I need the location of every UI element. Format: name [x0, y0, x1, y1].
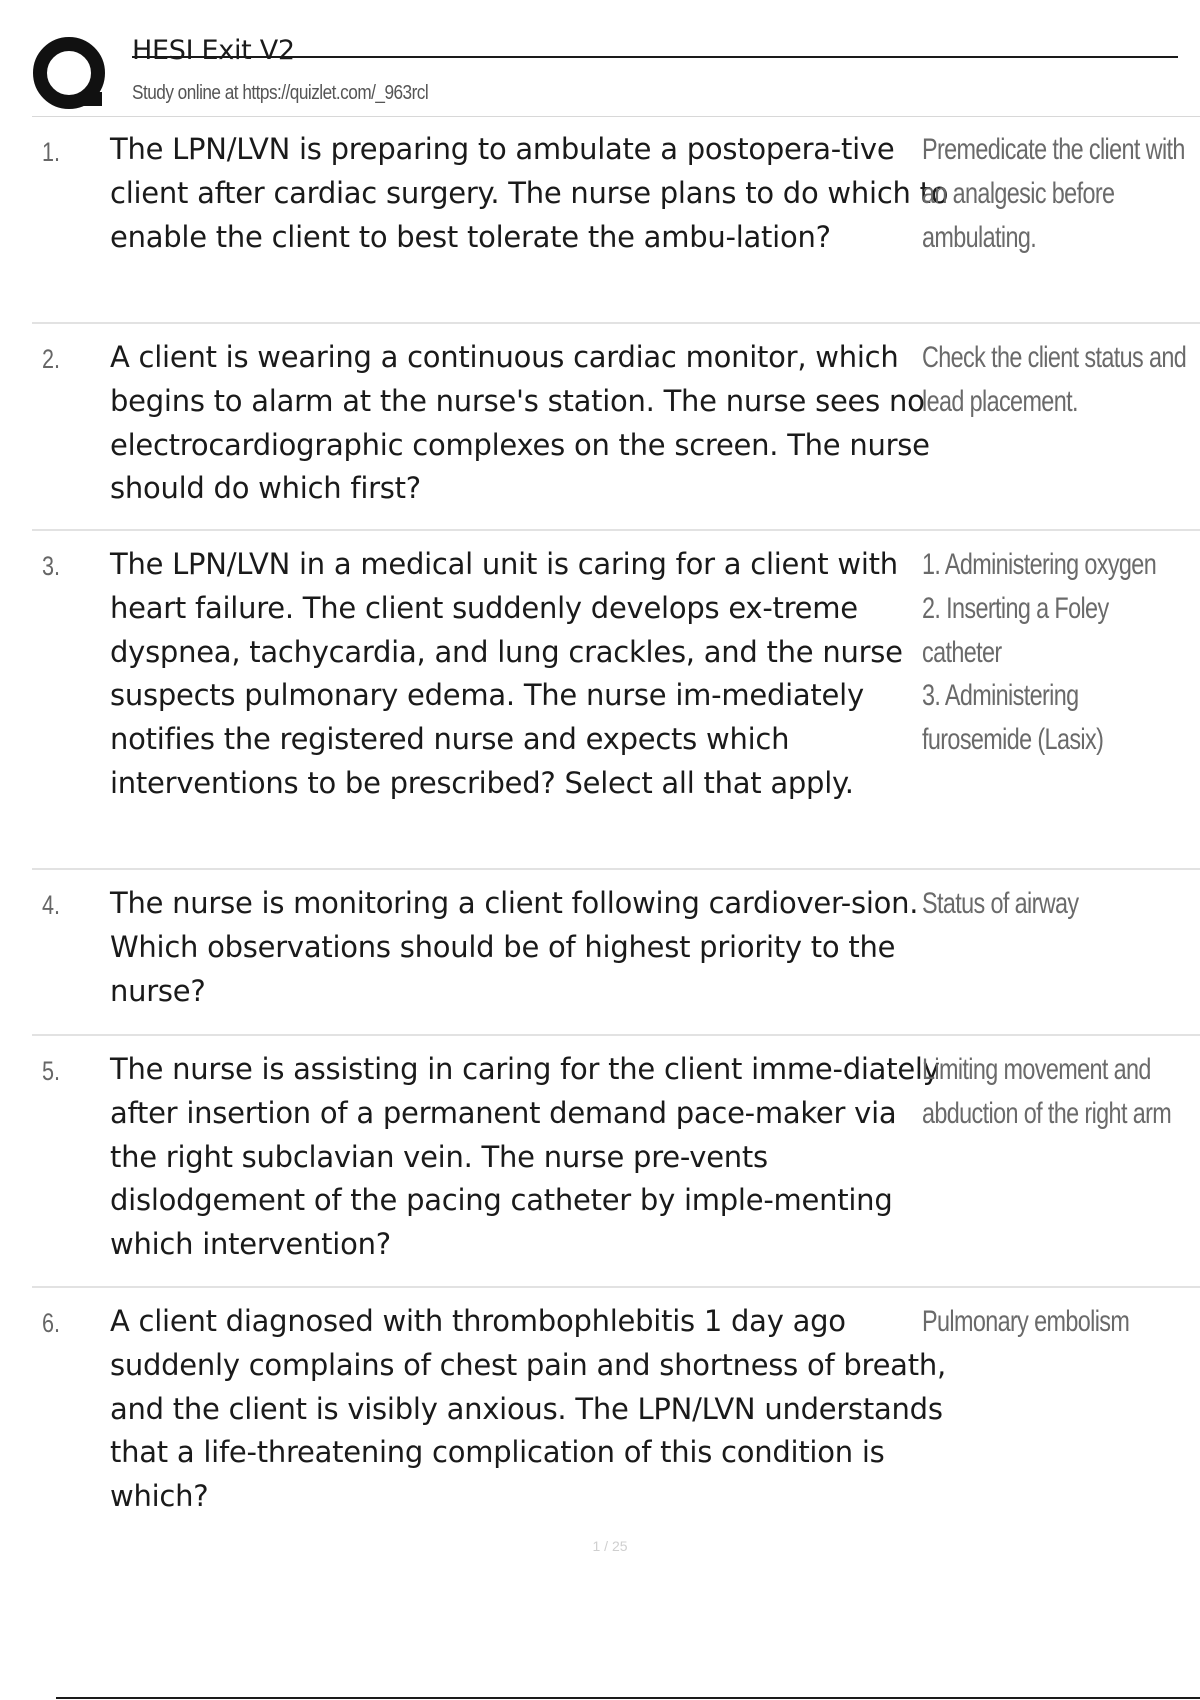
card-answer: Check the client status and lead placement. — [922, 341, 1187, 418]
study-link-text: Study online at https://quizlet.com/_963rcl — [132, 82, 429, 104]
card-answer: Pulmonary embolism — [922, 1305, 1130, 1338]
page-number: 1 / 25 — [592, 1538, 628, 1554]
flashcard — [32, 324, 1200, 531]
card-question: A client is wearing a continuous cardiac monitor, which begins to alarm at the nurse's station. The nurse sees no electrocardiographic complexes on the screen. The nurse should do which first? — [110, 340, 930, 506]
title-rule — [132, 56, 1178, 58]
card-question: The nurse is monitoring a client following cardiover-sion. Which observations should be of highest priority to the nurse? — [110, 886, 919, 1008]
card-question: The nurse is assisting in caring for the client imme-diately after insertion of a permanent demand pace-maker via the right subclavian vein. The nurse pre-vents dislodgement of the pacing catheter by imple-menting which intervention? — [110, 1052, 940, 1262]
card-number: 4. — [42, 890, 61, 920]
flashcard — [32, 531, 1200, 870]
card-answer: Limiting movement and abduction of the right arm — [922, 1053, 1172, 1130]
card-question: The LPN/LVN is preparing to ambulate a postopera-tive client after cardiac surgery. The nurse plans to do which to enable the client to best tolerate the ambu-lation? — [110, 132, 949, 254]
card-answer: Premedicate the client with an analgesic before ambulating. — [922, 133, 1185, 254]
card-number: 6. — [42, 1308, 61, 1338]
flashcard-list — [32, 117, 1200, 1538]
footer-rule — [56, 1697, 1200, 1699]
card-answer: Status of airway — [922, 887, 1079, 920]
document-title: HESI Exit V2 — [132, 35, 295, 66]
card-number: 2. — [42, 344, 61, 374]
card-number: 1. — [42, 137, 61, 167]
card-question: A client diagnosed with thrombophlebitis 1 day ago suddenly complains of chest pain and shortness of breath, and the client is visibly anxious. The LPN/LVN understands that a life-threatening complication of this condition is which? — [110, 1304, 946, 1514]
card-number: 3. — [42, 551, 61, 581]
flashcard — [32, 117, 1200, 324]
quizlet-logo-icon — [32, 36, 112, 116]
header — [32, 30, 1192, 116]
card-answer: 1. Administering oxygen 2. Inserting a Foley catheter 3. Administering furosemide (Lasix) — [922, 548, 1157, 757]
card-question: The LPN/LVN in a medical unit is caring for a client with heart failure. The client suddenly develops ex-treme dyspnea, tachycardia, and lung crackles, and the nurse suspects pulmonary edema. The nurse im-mediately notifies the registered nurse and expects which interventions to be prescribed? Select all that apply. — [110, 547, 903, 800]
flashcard — [32, 870, 1200, 1036]
card-number: 5. — [42, 1056, 61, 1086]
flashcard — [32, 1288, 1200, 1538]
flashcard — [32, 1036, 1200, 1288]
